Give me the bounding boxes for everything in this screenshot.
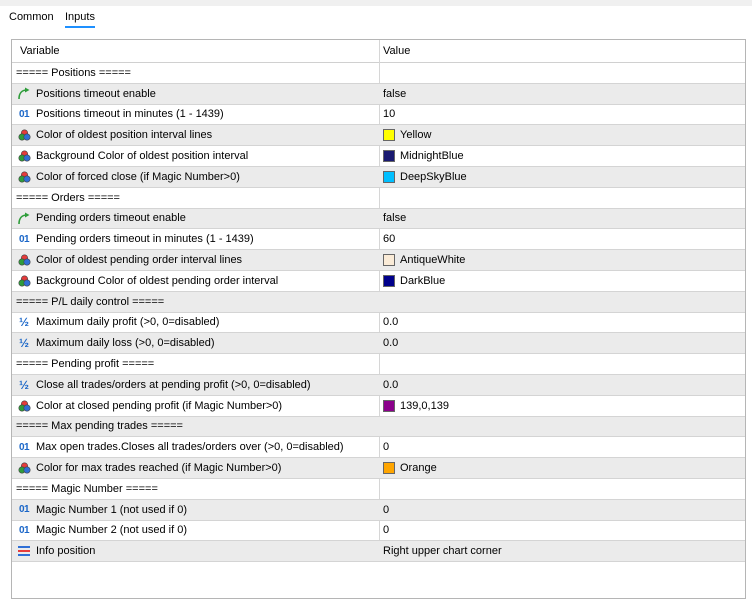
variable-label: Background Color of oldest pending order interval <box>36 274 279 287</box>
color-circles-icon <box>16 149 32 163</box>
value-field[interactable] <box>383 313 398 333</box>
variable-cell <box>16 458 376 478</box>
variable-label: Maximum daily loss (>0, 0=disabled) <box>36 337 215 350</box>
value-text: Yellow <box>400 129 432 142</box>
column-header-variable[interactable]: Variable <box>20 45 60 57</box>
variable-label: Color of oldest pending order interval lines <box>36 254 243 267</box>
variable-cell <box>16 313 376 333</box>
fraction-icon: ½ <box>18 336 29 351</box>
parameter-row[interactable] <box>12 105 745 126</box>
tab-inputs[interactable]: Inputs <box>65 11 95 23</box>
value-text: 0 <box>383 441 390 454</box>
variable-cell <box>16 437 376 457</box>
parameter-row[interactable] <box>12 209 745 230</box>
value-field[interactable] <box>383 209 406 229</box>
variable-label: Magic Number 1 (not used if 0) <box>36 503 188 516</box>
variable-label: Color for max trades reached (if Magic Number>0) <box>36 462 282 475</box>
parameter-row[interactable] <box>12 313 745 334</box>
variable-label: Color at closed pending profit (if Magic Number>0) <box>36 399 283 412</box>
color-circles-icon <box>16 170 32 184</box>
variable-label: Maximum daily profit (>0, 0=disabled) <box>36 316 220 329</box>
variable-label: Positions timeout enable <box>36 87 156 100</box>
value-text: 139,0,139 <box>400 399 449 412</box>
section-header-row[interactable] <box>12 188 745 209</box>
variable-label: Color of oldest position interval lines <box>36 129 213 142</box>
parameter-row[interactable] <box>12 229 745 250</box>
variable-label: ===== Pending profit ===== <box>16 358 155 371</box>
parameter-row[interactable] <box>12 521 745 542</box>
parameter-row[interactable] <box>12 500 745 521</box>
color-circles-icon <box>16 399 32 413</box>
grid-rows <box>12 63 745 562</box>
value-field[interactable] <box>383 500 389 520</box>
color-swatch <box>383 254 395 266</box>
fraction-icon: ½ <box>18 377 29 392</box>
variable-label: Positions timeout in minutes (1 - 1439) <box>36 108 224 121</box>
variable-label: ===== Orders ===== <box>16 191 120 204</box>
color-value-field[interactable] <box>383 125 431 145</box>
value-text: Right upper chart corner <box>383 545 502 558</box>
color-swatch <box>383 129 395 141</box>
variable-cell <box>16 375 376 395</box>
value-text: Orange <box>400 462 437 475</box>
parameter-row[interactable] <box>12 458 745 479</box>
value-text: AntiqueWhite <box>400 254 466 267</box>
variable-label: Max open trades.Closes all trades/orders over (>0, 0=disabled) <box>36 441 344 454</box>
parameter-row[interactable] <box>12 146 745 167</box>
color-value-field[interactable] <box>383 458 437 478</box>
value-text: MidnightBlue <box>400 150 464 163</box>
section-header-row[interactable] <box>12 417 745 438</box>
variable-cell <box>16 63 376 83</box>
parameter-row[interactable] <box>12 250 745 271</box>
variable-cell <box>16 521 376 541</box>
section-header-row[interactable] <box>12 292 745 313</box>
value-field[interactable] <box>383 437 389 457</box>
parameter-row[interactable] <box>12 333 745 354</box>
variable-label: ===== Positions ===== <box>16 66 131 79</box>
color-swatch <box>383 400 395 412</box>
parameter-row[interactable] <box>12 375 745 396</box>
color-value-field[interactable] <box>383 146 464 166</box>
list-enum-icon <box>16 544 32 558</box>
value-text: 10 <box>383 108 396 121</box>
parameter-row[interactable] <box>12 167 745 188</box>
color-value-field[interactable] <box>383 167 467 187</box>
variable-cell <box>16 229 376 249</box>
value-text: 0 <box>383 503 390 516</box>
toggle-arrow-icon <box>16 211 32 225</box>
value-field[interactable] <box>383 105 395 125</box>
parameter-row[interactable] <box>12 541 745 562</box>
value-text: DarkBlue <box>400 274 446 287</box>
tab-common[interactable]: Common <box>9 11 54 23</box>
variable-cell <box>16 250 376 270</box>
variable-label: Pending orders timeout in minutes (1 - 1439) <box>36 233 254 246</box>
integer-icon: 01 <box>18 504 30 516</box>
value-field[interactable] <box>383 375 398 395</box>
variable-cell <box>16 167 376 187</box>
integer-icon: 01 <box>18 108 30 120</box>
value-text: false <box>383 212 407 225</box>
tab-bar <box>0 6 752 32</box>
toggle-arrow-icon <box>16 87 32 101</box>
value-text: DeepSkyBlue <box>400 170 467 183</box>
color-value-field[interactable] <box>383 271 445 291</box>
value-field[interactable] <box>383 84 406 104</box>
variable-cell <box>16 396 376 416</box>
value-text: 0.0 <box>383 316 399 329</box>
variable-cell <box>16 271 376 291</box>
color-circles-icon <box>16 274 32 288</box>
variable-cell <box>16 105 376 125</box>
parameter-row[interactable] <box>12 125 745 146</box>
fraction-icon: ½ <box>18 315 29 330</box>
color-circles-icon <box>16 461 32 475</box>
variable-label: Magic Number 2 (not used if 0) <box>36 524 188 537</box>
value-field[interactable] <box>383 229 395 249</box>
parameter-row[interactable] <box>12 271 745 292</box>
section-header-row[interactable] <box>12 63 745 84</box>
value-field[interactable] <box>383 333 398 353</box>
section-header-row[interactable] <box>12 354 745 375</box>
color-circles-icon <box>16 253 32 267</box>
color-value-field[interactable] <box>383 396 449 416</box>
variable-label: Background Color of oldest position interval <box>36 150 249 163</box>
active-tab-indicator <box>65 26 95 28</box>
variable-cell <box>16 209 376 229</box>
parameter-row[interactable] <box>12 396 745 417</box>
value-field[interactable] <box>383 541 502 561</box>
value-text: 0.0 <box>383 337 399 350</box>
variable-cell <box>16 333 376 353</box>
section-header-row[interactable] <box>12 479 745 500</box>
variable-cell <box>16 479 376 499</box>
color-swatch <box>383 150 395 162</box>
parameter-row[interactable] <box>12 84 745 105</box>
variable-label: ===== Max pending trades ===== <box>16 420 183 433</box>
variable-label: Color of forced close (if Magic Number>0) <box>36 170 240 183</box>
variable-cell <box>16 417 376 437</box>
color-value-field[interactable] <box>383 250 465 270</box>
value-text: false <box>383 87 407 100</box>
inputs-grid <box>11 39 746 599</box>
value-text: 0 <box>383 524 390 537</box>
integer-icon: 01 <box>18 441 30 453</box>
variable-label: Pending orders timeout enable <box>36 212 186 225</box>
value-text: 0.0 <box>383 378 399 391</box>
variable-cell <box>16 500 376 520</box>
variable-cell <box>16 84 376 104</box>
color-circles-icon <box>16 128 32 142</box>
integer-icon: 01 <box>18 524 30 536</box>
variable-cell <box>16 541 376 561</box>
variable-cell <box>16 146 376 166</box>
color-swatch <box>383 275 395 287</box>
variable-cell <box>16 125 376 145</box>
color-swatch <box>383 171 395 183</box>
variable-cell <box>16 188 376 208</box>
value-field[interactable] <box>383 521 389 541</box>
variable-label: Info position <box>36 545 96 558</box>
variable-label: ===== Magic Number ===== <box>16 482 158 495</box>
integer-icon: 01 <box>18 233 30 245</box>
variable-cell <box>16 292 376 312</box>
variable-label: Close all trades/orders at pending profit (>0, 0=disabled) <box>36 378 311 391</box>
column-header-value[interactable]: Value <box>383 45 411 57</box>
value-text: 60 <box>383 233 396 246</box>
parameter-row[interactable] <box>12 437 745 458</box>
variable-label: ===== P/L daily control ===== <box>16 295 165 308</box>
variable-cell <box>16 354 376 374</box>
color-swatch <box>383 462 395 474</box>
